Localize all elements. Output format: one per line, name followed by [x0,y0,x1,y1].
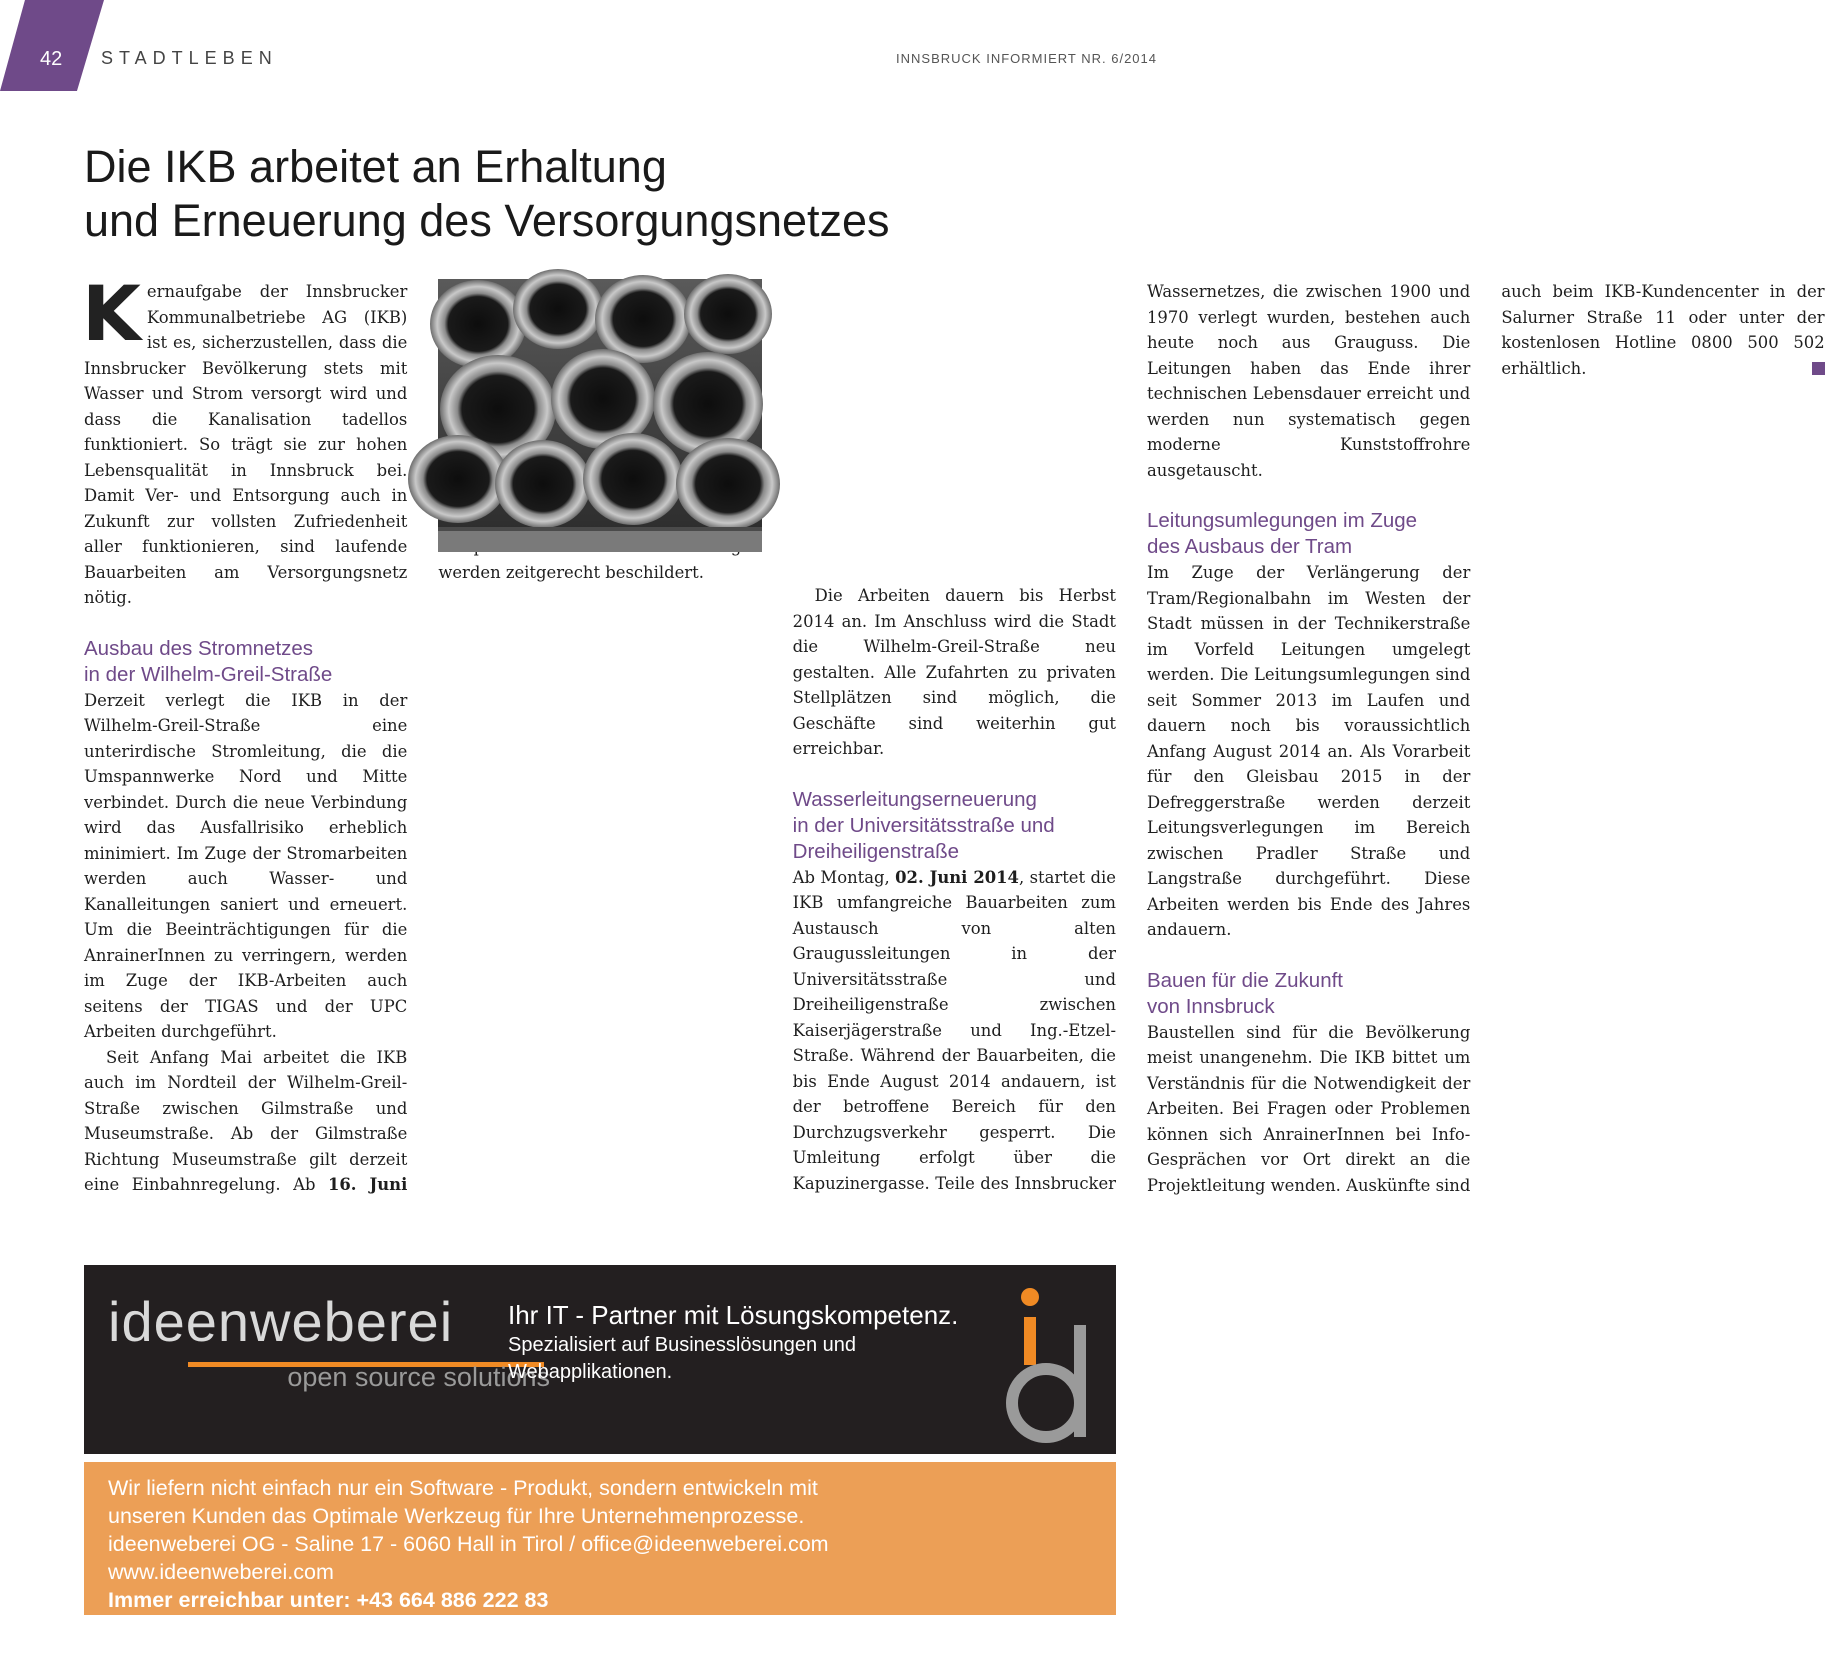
ad-headline: Ihr IT - Partner mit Lösungskompetenz. [508,1300,959,1330]
ad-line-3: ideenweberei OG - Saline 17 - 6060 Hall in Tirol / office@ideenweberei.com [108,1532,829,1556]
article-title [84,140,1104,248]
strom-paragraph-1: Derzeit verlegt die IKB in der Wilhelm-Greil-Straße eine unterirdische Stromleitung, die die Umspannwerke Nord und Mitte verbindet. Durch die neue Verbindung wird das Ausfallrisiko erheblich minimiert. Im Zuge der Stromarbeiten werden auch Wasser- und Kanalleitungen saniert und erneuert. Um die Beeinträchtigungen für die AnrainerInnen zu verringern, werden im Zuge der IKB-Arbeiten auch seitens der TIGAS und der UPC Arbeiten durchgeführt. [84,690,408,1041]
id-logo-icon [996,1285,1096,1445]
heading-zukunft: Bauen für die Zukunft von Innsbruck [1146,968,1343,1018]
end-mark-icon [1812,362,1825,375]
page-tab [0,0,104,91]
strom-paragraph-3: Die Arbeiten dauern bis Herbst 2014 an. Im Anschluss wird die Stadt die Wilhelm-Greil-Straße neu gestalten. Alle Zufahrten zu privaten Stellplätzen sind möglich, die Geschäfte sind weiterhin gut erreichbar. [792,586,1116,758]
photo-spacer [793,279,1116,583]
ad-phone: Immer erreichbar unter: +43 664 886 222 83 [108,1588,549,1612]
page-number: 42 [40,48,63,70]
intro-text: ernaufgabe der Innsbrucker Kommunalbetriebe AG (IKB) ist es, sicherzustellen, dass die Innsbrucker Bevölkerung stets mit Wasser und Strom versorgt wird und dass die Kanalisation tadellos funktioniert. So trägt sie zur hohen Lebensqualität in Innsbruck bei. Damit Ver- und Entsorgung auch in Zukunft zur vollsten Zufriedenheit aller funktionieren, sind laufende Bauarbeiten am Versorgungsnetz nötig. [84,282,408,607]
pipes-illustration [438,279,762,552]
ad-brand-sub: open source solutions [287,1362,550,1392]
issue-label: INNSBRUCK INFORMIERT NR. 6/2014 [896,51,1157,66]
strom-paragraph-2: Seit Anfang Mai arbeitet die IKB auch im Nordteil der Wilhelm-Greil-Straße zwischen Gilmstraße und Museumstraße. Ab der Gilmstraße Richtung Museumstraße gilt derzeit eine Einbahnregelung. Ab 16. Juni werden zeitgerecht beschildert. [84,562,704,1194]
ad-subline-1: Spezialisiert auf Businesslösungen und [508,1334,856,1356]
pipes-photo [438,279,762,552]
ad-line-1: Wir liefern nicht einfach nur ein Software - Produkt, sondern entwickeln mit [108,1476,818,1500]
heading-tram: Leitungsumlegungen im Zuge des Ausbaus der Tram [1146,509,1418,558]
heading-wasser: Wasserleitungserneuerung in der Universitätsstraße und Dreiheiligenstraße [792,787,1055,863]
ad-banner [84,1265,1116,1454]
title-line-1: Die IKB arbeitet an Erhaltung [84,141,667,192]
ad-subline-2: Webapplikationen. [508,1361,673,1383]
zukunft-paragraph: Baustellen sind für die Bevölkerung meist unangenehm. Die IKB bittet um Verständnis für die Notwendigkeit der Arbeiten. Bei Fragen oder Problemen können sich AnrainerInnen bei Info-Gesprächen vor Ort direkt an die Projektleitung wenden. Auskünfte sind auch beim IKB-Kundencenter in der Salurner Straße 11 oder unter der kostenlosen Hotline 0800 500 502 erhältlich. [1146,282,1825,1195]
title-line-2: und Erneuerung des Versorgungsnetzes [84,195,890,246]
ad-website-link[interactable]: www.ideenweberei.com [108,1560,334,1584]
section-label: STADTLEBEN [101,48,278,68]
ad-line-2: unseren Kunden das Optimale Werkzeug für Ihre Unternehmenprozesse. [108,1504,805,1528]
ad-contact-box [84,1462,1116,1615]
tram-paragraph: Im Zuge der Verlängerung der Tram/Regionalbahn im Westen der Stadt müssen in der Technikerstraße im Vorfeld Leitungen umgelegt werden. Die Leitungsumlegungen sind seit Sommer 2013 im Laufen und dauern noch bis voraussichtlich Anfang August 2014 an. Als Vorarbeit für den Gleisbau 2015 in der Defreggerstraße werden derzeit Leitungsverlegungen im Bereich zwischen Pradler Straße und Langstraße durchgeführt. Diese Arbeiten werden bis Ende des Jahres andauern. [1146,563,1471,939]
ad-brand-logo: ideenweberei [108,1290,454,1353]
drop-cap: K [82,269,141,358]
heading-stromnetz: Ausbau des Stromnetzes in der Wilhelm-Greil-Straße [84,636,333,686]
wasser-paragraph: Ab Montag, 02. Juni 2014, startet die IKB umfangreiche Bauarbeiten zum Austausch von alten Graugussleitungen in der Universitätsstraße und Dreiheiligenstraße zwischen Kaiserjägerstraße und Ing.-Etzel-Straße. Während der Bauarbeiten, die bis Ende August 2014 andauern, ist der betroffene Bereich für den Durchzugsverkehr gesperrt. Die Umleitung erfolgt über die Kapuzinergasse. Teile des Innsbrucker Wassernetzes, die zwischen 1900 und 1970 verlegt wurden, bestehen auch heute noch aus Grauguss. Die Leitungen haben das Ende ihrer technischen Lebensdauer erreicht und werden nun systematisch gegen moderne Kunststoffrohre ausgetauscht. [792,282,1471,1193]
